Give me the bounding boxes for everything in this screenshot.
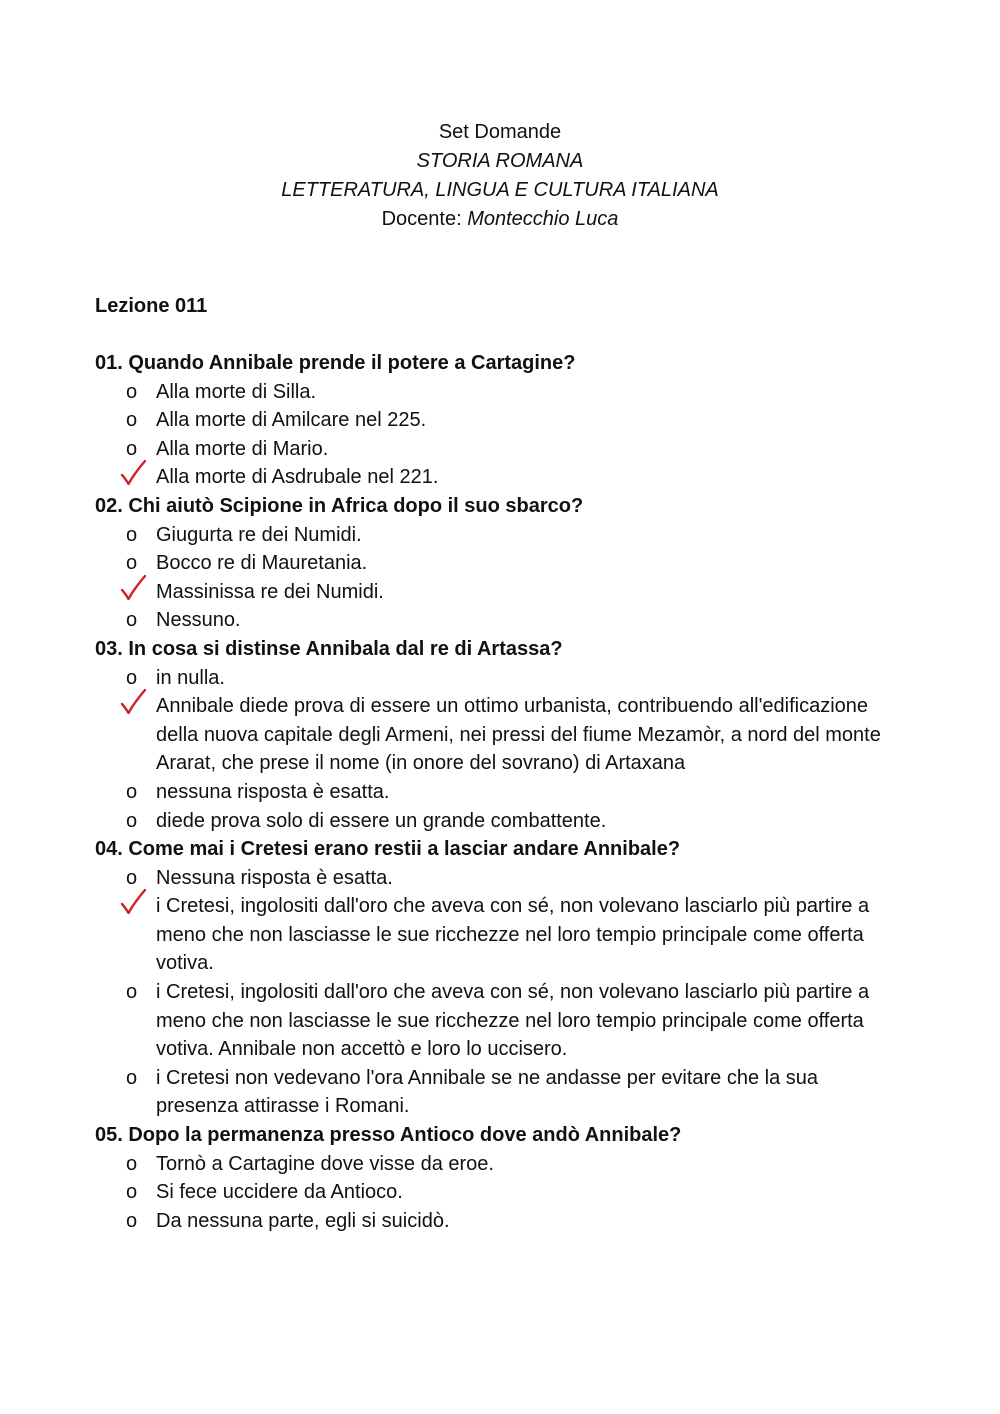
answer-text: Alla morte di Silla.: [156, 380, 317, 403]
hollow-circle-bullet-icon: o: [126, 981, 138, 1004]
answer-option: [95, 892, 895, 978]
answer-option: [95, 778, 895, 807]
header-title: Set Domande: [438, 121, 562, 143]
hollow-circle-bullet-icon: o: [126, 609, 138, 632]
question-block: [95, 492, 895, 635]
answer-options: [95, 521, 895, 635]
answer-option: [95, 578, 895, 607]
header-docente: [0, 205, 1000, 234]
answer-text: nessuna risposta è esatta.: [156, 780, 390, 803]
answer-option: [95, 1150, 895, 1179]
check-icon: [117, 572, 149, 604]
answer-option: [95, 864, 895, 893]
answer-option: [95, 606, 895, 635]
header-course: LETTERATURA, LINGUA E CULTURA ITALIANA: [281, 179, 719, 201]
answer-option: [95, 1207, 895, 1236]
question-title: 01. Quando Annibale prende il potere a Cartagine?: [95, 352, 576, 374]
header-subject: STORIA ROMANA: [416, 150, 584, 172]
hollow-circle-bullet-icon: o: [126, 1066, 138, 1089]
answer-text: Nessuno.: [156, 609, 241, 632]
hollow-circle-bullet-icon: o: [126, 437, 138, 460]
answer-text: Bocco re di Mauretania.: [156, 552, 368, 575]
question-block: [95, 349, 895, 492]
answer-text: in nulla.: [156, 666, 225, 689]
answer-option: [95, 664, 895, 693]
answer-text: i Cretesi, ingolositi dall'oro che aveva con sé, non volevano lasciarlo più partire a meno che non lasciasse le sue ricchezze nel loro tempio principale come offerta votiva. Annibale non accettò e loro lo uccisero.: [156, 981, 870, 1061]
check-icon: [117, 457, 149, 489]
answer-text: Nessuna risposta è esatta.: [156, 866, 393, 889]
question-block: [95, 1121, 895, 1235]
hollow-circle-bullet-icon: o: [126, 809, 138, 832]
check-icon: [117, 886, 149, 918]
answer-option: [95, 378, 895, 407]
answer-options: [95, 664, 895, 836]
answer-option: [95, 549, 895, 578]
answer-option: [95, 435, 895, 464]
hollow-circle-bullet-icon: o: [126, 409, 138, 432]
answer-text: Tornò a Cartagine dove visse da eroe.: [156, 1152, 494, 1175]
question-title: 04. Come mai i Cretesi erano restii a lasciar andare Annibale?: [95, 838, 681, 861]
answer-text: Da nessuna parte, egli si suicidò.: [156, 1209, 450, 1232]
answer-option: [95, 521, 895, 550]
answer-option: [95, 1064, 895, 1121]
answer-option: [95, 463, 895, 492]
answer-text: Giugurta re dei Numidi.: [156, 523, 362, 546]
answer-text: Alla morte di Amilcare nel 225.: [156, 409, 427, 432]
answer-text: Alla morte di Mario.: [156, 437, 329, 460]
question-block: [95, 835, 895, 1121]
question-title: 05. Dopo la permanenza presso Antioco dove andò Annibale?: [95, 1124, 682, 1147]
question-block: [95, 635, 895, 835]
hollow-circle-bullet-icon: o: [126, 380, 138, 403]
answer-text: Annibale diede prova di essere un ottimo urbanista, contribuendo all'edificazione della nuova capitale degli Armeni, nei pressi del fiume Mezamòr, a nord del monte Ararat, che prese il nome (in onore del sovrano) di Artaxana: [156, 695, 881, 775]
hollow-circle-bullet-icon: o: [126, 523, 138, 546]
hollow-circle-bullet-icon: o: [126, 1152, 138, 1175]
hollow-circle-bullet-icon: o: [126, 552, 138, 575]
hollow-circle-bullet-icon: o: [126, 866, 138, 889]
questions-list: [95, 349, 895, 1235]
check-icon: [117, 686, 149, 718]
hollow-circle-bullet-icon: o: [126, 666, 138, 689]
answer-option: [95, 406, 895, 435]
answer-option: [95, 692, 895, 778]
docente-label: Docente:: [381, 208, 468, 230]
answer-options: [95, 378, 895, 492]
hollow-circle-bullet-icon: o: [126, 1209, 138, 1232]
docente-name: Montecchio Luca: [467, 208, 619, 230]
hollow-circle-bullet-icon: o: [126, 780, 138, 803]
answer-text: i Cretesi non vedevano l'ora Annibale se ne andasse per evitare che la sua presenza attirasse i Romani.: [156, 1066, 819, 1118]
answer-option: [95, 978, 895, 1064]
answer-text: Si fece uccidere da Antioco.: [156, 1181, 403, 1204]
answer-options: [95, 1150, 895, 1236]
answer-text: i Cretesi, ingolositi dall'oro che aveva con sé, non volevano lasciarlo più partire a meno che non lasciasse le sue ricchezze nel loro tempio principale come offerta votiva.: [156, 895, 870, 975]
question-title: 02. Chi aiutò Scipione in Africa dopo il suo sbarco?: [95, 494, 584, 517]
answer-text: diede prova solo di essere un grande combattente.: [156, 809, 607, 832]
answer-text: Alla morte di Asdrubale nel 221.: [156, 466, 439, 489]
answer-options: [95, 864, 895, 1121]
document-header: [0, 118, 1000, 234]
answer-text: Massinissa re dei Numidi.: [156, 580, 384, 603]
answer-option: [95, 1178, 895, 1207]
hollow-circle-bullet-icon: o: [126, 1181, 138, 1204]
answer-option: [95, 807, 895, 836]
question-title: 03. In cosa si distinse Annibala dal re di Artassa?: [95, 637, 563, 660]
lesson-title: Lezione 011: [95, 295, 208, 317]
